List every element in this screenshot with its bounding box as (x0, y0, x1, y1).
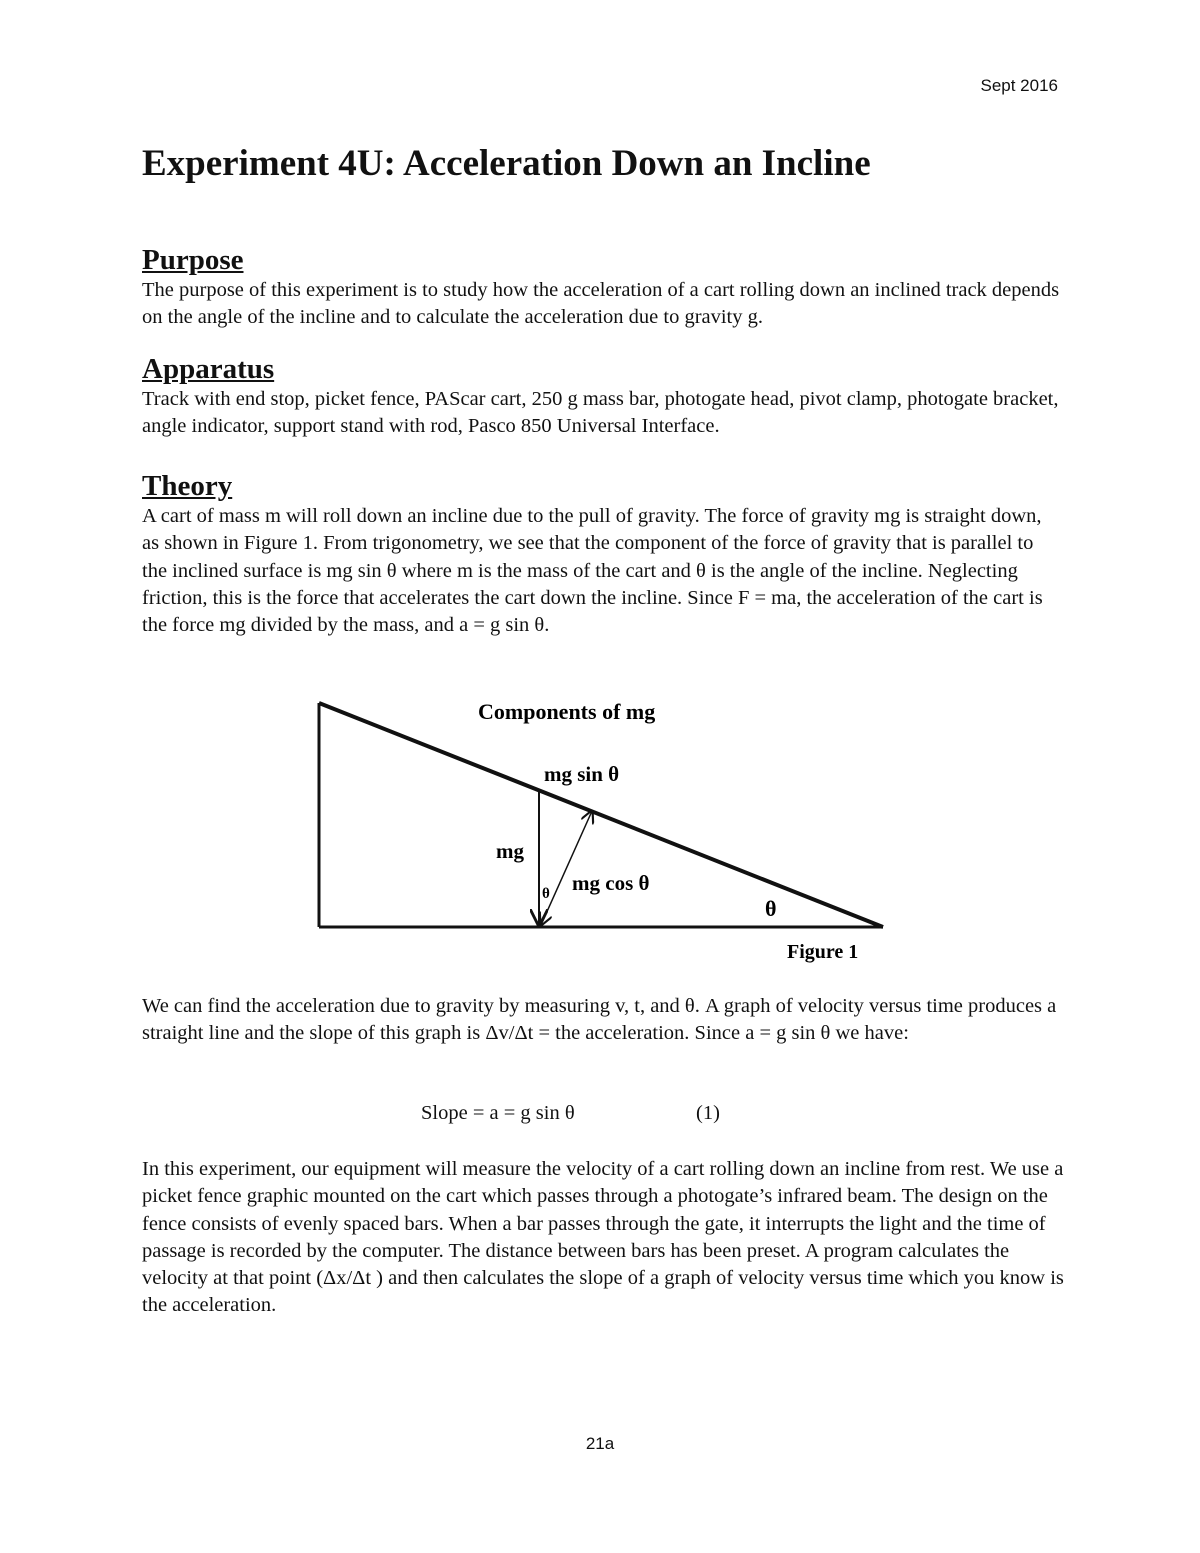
label-weight: mg (496, 839, 524, 863)
header-date: Sept 2016 (980, 76, 1058, 95)
page-title: Experiment 4U: Acceleration Down an Incline (142, 143, 871, 184)
theory-section (142, 469, 1062, 639)
apparatus-heading: Apparatus (142, 353, 275, 385)
apparatus-text: Track with end stop, picket fence, PAScar cart, 250 g mass bar, photogate head, pivot clamp, photogate bracket, angle indicator, support stand with rod, Pasco 850 Universal Interface. (142, 388, 1059, 438)
figure-title: Components of mg (478, 699, 656, 724)
label-perpendicular-component: mg cos θ (572, 871, 650, 895)
label-angle-small: θ (542, 886, 550, 902)
purpose-text: The purpose of this experiment is to study how the acceleration of a cart rolling down an inclined track depends on the angle of the incline and to calculate the acceleration due to gravity g. (142, 279, 1060, 329)
page-number: 21a (585, 1434, 615, 1453)
apparatus-section (142, 352, 1062, 441)
theory-text: A cart of mass m will roll down an incline due to the pull of gravity. The force of gravity mg is straight down, as shown in Figure 1. From trigonometry, we see that the component of the force of gravity that is parallel to the inclined surface is mg sin θ where m is the mass of the cart and θ is the angle of the incline. Neglecting friction, this is the force that accelerates the cart down the incline. Since F = ma, the acceleration of the cart is the force mg divided by the mass, and a = g sin θ. (142, 505, 1043, 637)
purpose-heading: Purpose (142, 244, 244, 276)
perpendicular-component-vector (541, 811, 592, 925)
velocity-graph-paragraph: We can find the acceleration due to gravity by measuring v, t, and θ. A graph of velocity versus time produces a straight line and the slope of this graph is Δv/Δt = the acceleration. Since a = g sin θ we have: (142, 995, 1057, 1045)
incline-force-diagram (300, 690, 900, 970)
picket-fence-paragraph: In this experiment, our equipment will measure the velocity of a cart rolling down an incline from rest. We use a picket fence graphic mounted on the cart which passes through a photogate’s infrared beam. The design on the fence consists of evenly spaced bars. When a bar passes through the gate, it interrupts the light and the time of passage is recorded by the computer. The distance between bars has been preset. A program calculates the velocity at that point (Δx/Δt ) and then calculates the slope of a graph of velocity versus time which you know is the acceleration. (142, 1158, 1064, 1317)
figure-caption: Figure 1 (787, 941, 859, 963)
theory-heading: Theory (142, 470, 233, 502)
purpose-section (142, 243, 1062, 332)
label-incline-angle: θ (765, 896, 777, 921)
label-parallel-component: mg sin θ (544, 762, 620, 786)
equation-number: (1) (696, 1102, 720, 1124)
equation: Slope = a = g sin θ (421, 1102, 575, 1124)
